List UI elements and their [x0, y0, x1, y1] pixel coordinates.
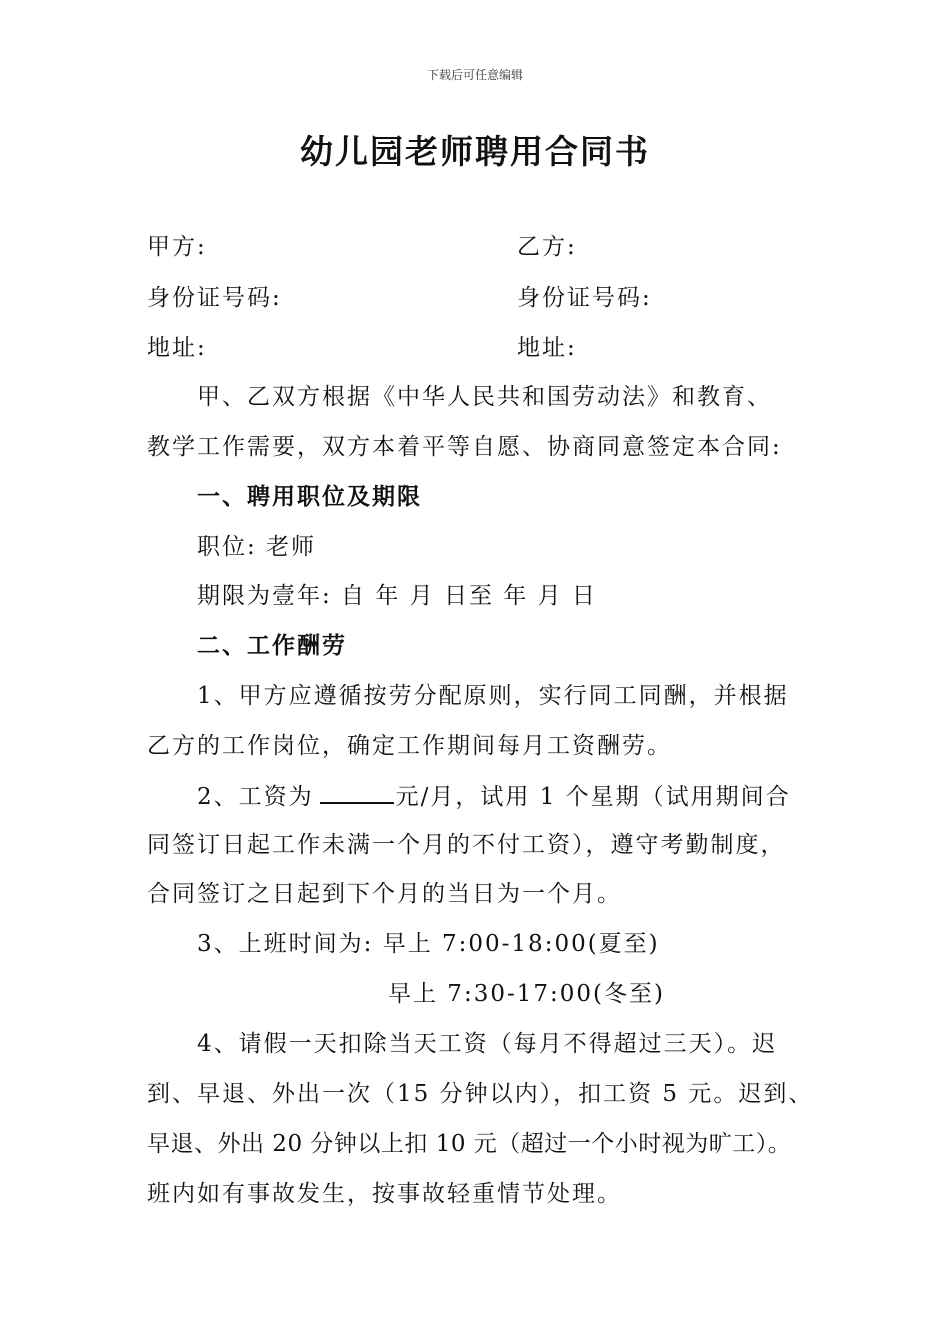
- intro-line-1: 甲、乙双方根据《中华人民共和国劳动法》和教育、: [197, 384, 772, 410]
- position-line: 职位: 老师: [197, 534, 317, 560]
- item-4-line-1: 4、请假一天扣除当天工资（每月不得超过三天）。迟: [197, 1031, 778, 1057]
- item-2-prefix: 2、工资为: [197, 784, 314, 810]
- item-3-line-2: 早上 7:30-17:00(冬至): [388, 981, 665, 1007]
- term-line: 期限为壹年: 自 年 月 日至 年 月 日: [197, 583, 597, 609]
- item-4-line-4: 班内如有事故发生，按事故轻重情节处理。: [147, 1181, 622, 1207]
- item-2-suffix: 元/月，试用 1 个星期（试用期间合: [395, 784, 791, 810]
- intro-line-2: 教学工作需要，双方本着平等自愿、协商同意签定本合同:: [147, 434, 782, 460]
- party-b-id-label: 身份证号码:: [517, 285, 652, 311]
- document-title: 幼儿园老师聘用合同书: [300, 132, 650, 171]
- party-b-label: 乙方:: [517, 234, 577, 260]
- item-3-line-1: 3、上班时间为: 早上 7:00-18:00(夏至): [197, 931, 660, 957]
- section-1-heading: 一、聘用职位及期限: [197, 483, 422, 510]
- item-4-line-2: 到、早退、外出一次（15 分钟以内），扣工资 5 元。迟到、: [147, 1081, 814, 1107]
- header-note: 下载后可任意编辑: [426, 68, 523, 82]
- item-2-line-2: 同签订日起工作未满一个月的不付工资），遵守考勤制度，: [147, 832, 786, 858]
- section-2-heading: 二、工作酬劳: [197, 632, 347, 659]
- item-1-line-1: 1、甲方应遵循按劳分配原则，实行同工同酬，并根据: [197, 683, 789, 709]
- party-a-label: 甲方:: [147, 234, 207, 260]
- item-4-line-3: 早退、外出 20 分钟以上扣 10 元（超过一个小时视为旷工）。: [147, 1131, 792, 1157]
- salary-blank: [320, 780, 394, 804]
- item-1-line-2: 乙方的工作岗位，确定工作期间每月工资酬劳。: [147, 733, 672, 759]
- party-b-address-label: 地址:: [517, 335, 577, 361]
- item-2-line-1: [197, 780, 791, 812]
- party-a-id-label: 身份证号码:: [147, 285, 282, 311]
- party-a-address-label: 地址:: [147, 335, 207, 361]
- item-2-line-3: 合同签订之日起到下个月的当日为一个月。: [147, 881, 622, 907]
